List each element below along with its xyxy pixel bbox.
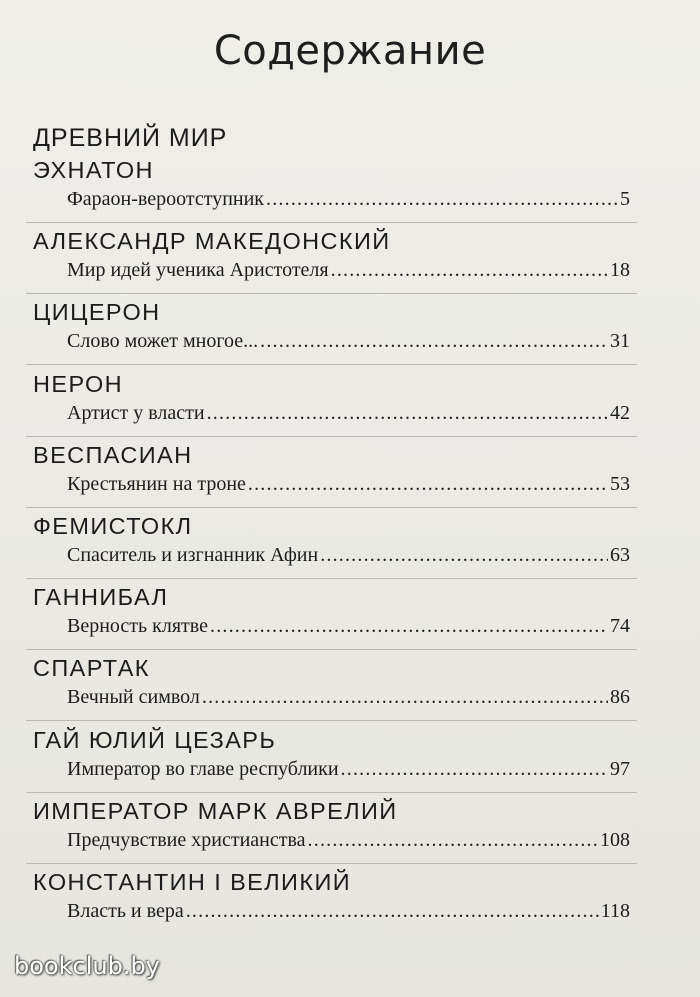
toc-author: НЕРОН — [33, 370, 124, 397]
toc-entry — [0, 438, 700, 509]
toc-page-number: 86 — [610, 686, 630, 709]
toc-work-title: Вечный символ — [67, 686, 200, 709]
toc-work-title: Фараон-вероотступник — [67, 188, 265, 210]
toc-work-title: Артист у власти — [67, 401, 205, 424]
toc-entry — [0, 153, 700, 224]
toc-work-title: Верность клятве — [67, 615, 208, 638]
toc-page-number: 53 — [610, 472, 630, 495]
divider — [26, 578, 637, 579]
toc-item — [67, 259, 630, 282]
toc-page-number: 42 — [610, 401, 630, 424]
toc-item — [67, 686, 630, 709]
toc-work-title: Крестьянин на троне — [67, 472, 246, 495]
toc-item — [67, 402, 630, 425]
toc-item — [67, 330, 630, 353]
toc-work-title: Мир идей ученика Аристотеля — [67, 259, 329, 282]
toc-page-number: 18 — [610, 259, 630, 282]
toc-page-number: 63 — [610, 543, 630, 566]
toc-page-number: 31 — [610, 330, 630, 353]
toc-item — [67, 615, 630, 638]
divider — [26, 364, 637, 365]
dot-leader — [308, 829, 598, 852]
toc-item — [67, 758, 630, 781]
dot-leader — [266, 188, 618, 211]
toc-entry — [0, 224, 700, 295]
dot-leader — [320, 544, 608, 567]
toc-page-number: 118 — [600, 899, 630, 922]
toc-work-title: Предчувствие христианства — [67, 828, 306, 851]
toc-item — [67, 473, 630, 496]
toc-author: ВЕСПАСИАН — [33, 441, 193, 468]
dot-leader — [260, 330, 608, 353]
dot-leader — [331, 259, 608, 282]
toc-item — [67, 188, 630, 211]
toc-entry — [0, 580, 700, 651]
divider — [26, 649, 637, 650]
toc-work-title: Слово может многое... — [67, 330, 259, 353]
dot-leader — [186, 900, 599, 923]
dot-leader — [207, 402, 608, 425]
divider — [26, 436, 637, 437]
dot-leader — [210, 615, 608, 638]
toc-entry — [0, 865, 700, 936]
divider — [26, 792, 637, 793]
toc-page-number: 108 — [600, 828, 630, 851]
toc-page-number: 97 — [610, 757, 630, 780]
toc-author: КОНСТАНТИН I ВЕЛИКИЙ — [33, 868, 352, 895]
toc-author: ФЕМИСТОКЛ — [33, 512, 193, 539]
toc-entry — [0, 794, 700, 865]
divider — [26, 222, 637, 223]
toc-page-number: 5 — [620, 188, 630, 210]
page-title: Содержание — [213, 28, 487, 74]
toc-author: ЭХНАТОН — [33, 157, 154, 183]
toc-list — [0, 153, 700, 936]
toc-work-title: Император во главе республики — [67, 757, 339, 780]
section-heading: ДРЕВНИЙ МИР — [33, 124, 228, 152]
toc-author: ЦИЦЕРОН — [33, 299, 161, 326]
dot-leader — [248, 473, 608, 496]
toc-item — [67, 544, 630, 567]
toc-entry — [0, 295, 700, 366]
dot-leader — [341, 758, 608, 781]
toc-author: ИМПЕРАТОР МАРК АВРЕЛИЙ — [33, 797, 398, 824]
toc-author: ГАННИБАЛ — [33, 584, 169, 611]
toc-item — [67, 829, 630, 852]
toc-author: СПАРТАК — [33, 655, 150, 682]
dot-leader — [202, 686, 608, 709]
toc-page-number: 74 — [610, 615, 630, 638]
divider — [26, 293, 637, 294]
toc-item — [67, 900, 630, 923]
watermark: bookclub.by — [14, 952, 160, 980]
toc-entry — [0, 651, 700, 722]
divider — [26, 720, 637, 721]
toc-work-title: Спаситель и изгнанник Афин — [67, 543, 319, 566]
toc-entry — [0, 509, 700, 580]
divider — [26, 863, 637, 864]
toc-author: ГАЙ ЮЛИЙ ЦЕЗАРЬ — [33, 726, 277, 753]
toc-entry — [0, 367, 700, 438]
toc-entry — [0, 723, 700, 794]
divider — [26, 507, 637, 508]
toc-author: АЛЕКСАНДР МАКЕДОНСКИЙ — [33, 228, 391, 255]
toc-work-title: Власть и вера — [67, 899, 184, 922]
